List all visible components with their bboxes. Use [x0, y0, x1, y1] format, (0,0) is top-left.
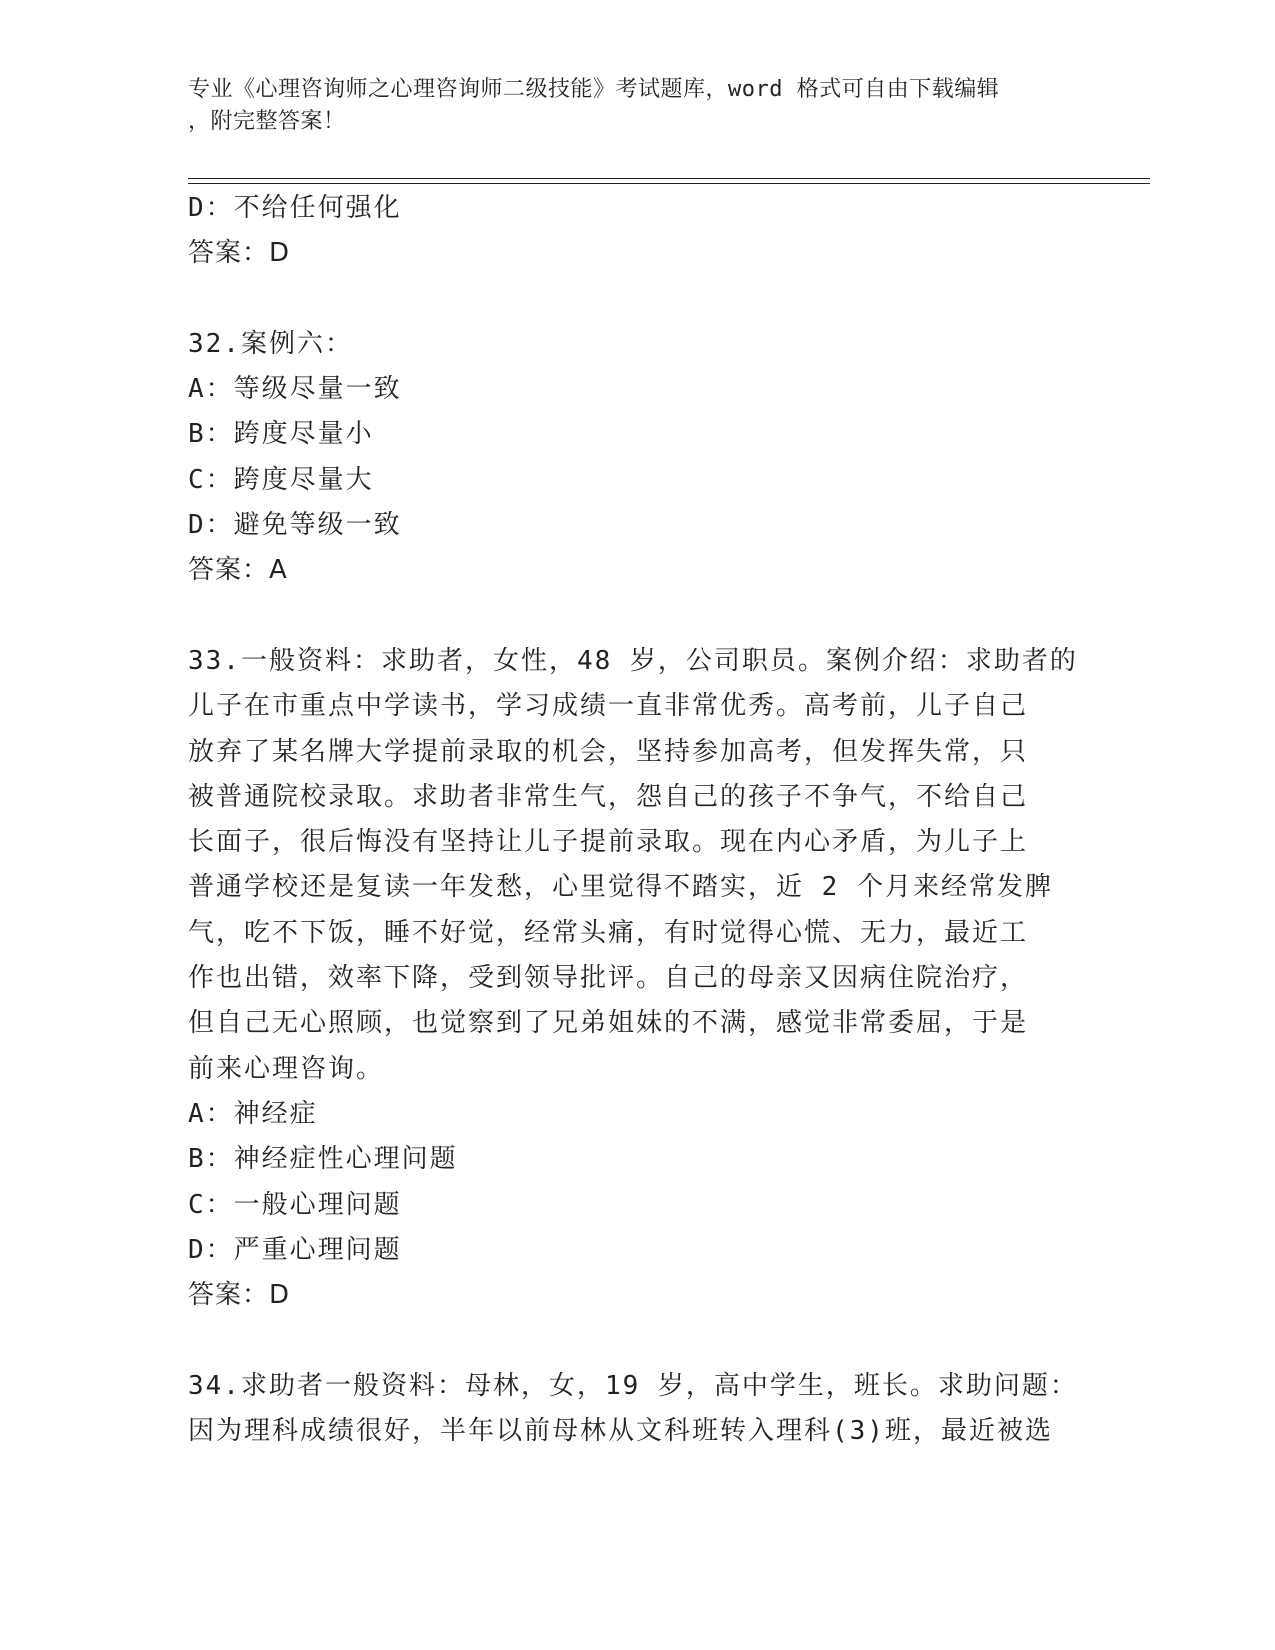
q33-option-b: B：神经症性心理问题 [188, 1144, 458, 1175]
q33-stem-line: 儿子在市重点中学读书，学习成绩一直非常优秀。高考前，儿子自己 [188, 691, 1029, 722]
q33-stem [188, 639, 1088, 1092]
q33-option-a: A：神经症 [188, 1098, 318, 1129]
q33-stem-line: 33.一般资料：求助者，女性，48 岁，公司职员。案例介绍：求助者的 [188, 645, 1078, 676]
q34-stem-line: 34.求助者一般资料：母林，女，19 岁，高中学生，班长。求助问题： [188, 1370, 1078, 1401]
spacer [188, 594, 1088, 639]
page-header [188, 74, 1068, 138]
q33-stem-line: 作也出错，效率下降，受到领导批评。自己的母亲又因病住院治疗， [188, 963, 1029, 994]
spacer [188, 277, 1088, 322]
header-line-1: 专业《心理咨询师之心理咨询师二级技能》考试题库，word 格式可自由下载编辑 [188, 77, 1000, 102]
q33-answer: 答案：D [188, 1280, 291, 1311]
q32-option-d: D：避免等级一致 [188, 510, 402, 541]
q31-answer: 答案：D [188, 238, 291, 269]
header-divider [188, 178, 1150, 179]
q32-option-a: A：等级尽量一致 [188, 374, 402, 405]
q34-stem [188, 1364, 1088, 1455]
q33-stem-line: 前来心理咨询。 [188, 1053, 385, 1084]
q33-stem-line: 但自己无心照顾，也觉察到了兄弟姐妹的不满，感觉非常委屈，于是 [188, 1008, 1029, 1039]
q32-option-b: B：跨度尽量小 [188, 419, 374, 450]
q33-option-c: C：一般心理问题 [188, 1189, 402, 1220]
q33-stem-line: 长面子，很后悔没有坚持让儿子提前录取。现在内心矛盾，为儿子上 [188, 827, 1029, 858]
header-line-2: ，附完整答案！ [188, 109, 346, 134]
q33-stem-line: 普通学校还是复读一年发愁，心里觉得不踏实，近 2 个月来经常发脾 [188, 872, 1053, 903]
q33-stem-line: 放弃了某名牌大学提前录取的机会，坚持参加高考，但发挥失常，只 [188, 736, 1029, 767]
q33-stem-line: 被普通院校录取。求助者非常生气，怨自己的孩子不争气，不给自己 [188, 781, 1029, 812]
question-content [188, 186, 1088, 1454]
q31-option-d: D：不给任何强化 [188, 193, 402, 223]
q32-option-c: C：跨度尽量大 [188, 464, 374, 495]
q33-option-d: D：严重心理问题 [188, 1234, 402, 1265]
q34-stem-line: 因为理科成绩很好，半年以前母林从文科班转入理科(3)班，最近被选 [188, 1416, 1053, 1447]
header-divider-thin [188, 183, 1150, 184]
q33-stem-line: 气，吃不下饭，睡不好觉，经常头痛，有时觉得心慌、无力，最近工 [188, 917, 1029, 948]
spacer [188, 1318, 1088, 1363]
q32-answer: 答案：A [188, 555, 288, 586]
q32-stem: 32.案例六： [188, 328, 353, 359]
